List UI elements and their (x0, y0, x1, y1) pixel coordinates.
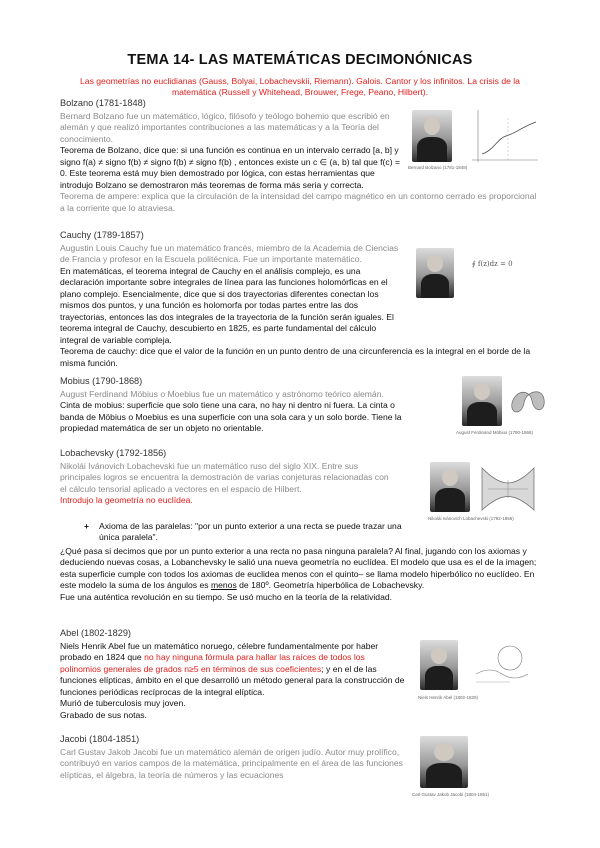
bullet-icon: + (84, 520, 90, 531)
non-euclidean-note: Introdujo la geometría no euclídea. (60, 495, 193, 505)
section-heading: Lobachevsky (1792-1856) (60, 448, 167, 458)
bolzano-function-graph (468, 108, 540, 164)
abel-notes: Grabado de sus notas. (60, 709, 147, 720)
section-jacobi (60, 734, 540, 781)
cauchy-formula-image (470, 252, 540, 274)
hyperbolic-surface-image (478, 462, 538, 516)
lobachevsky-portrait (430, 462, 470, 512)
jacobi-bio: Carl Gustav Jakob Jacobi fue un matemático alemán de origen judío. Autor muy prolífico, contribuyó en varios campos de la matemática, principalmente en el área de las funciones elípticas, el álgebra, la teoría de números y las ecuaciones (60, 746, 403, 780)
intro-text: Las geometrías no euclidianas (Gauss, Bolyai, Lobachevskii, Riemann). Galois. Cantor y los infinitos. La crisis de la matemática (Russell y Whitehead, Brouwer, Frege, Peano, Hilbert). (80, 76, 520, 97)
ampere-theorem: Teorema de ampere: explica que la circulación de la intensidad del campo magnético en un contorno cerrado es proporcional a la corriente que lo atraviesa. (60, 191, 537, 213)
section-heading: Cauchy (1789-1857) (60, 230, 144, 240)
section-heading: Mobius (1790-1868) (60, 376, 143, 386)
mobius-portrait (462, 376, 502, 426)
hyperbolic-geometry-text: ¿Qué pasa si decimos que por un punto exterior a una recta no pasa ninguna paralela? Al final, jugando con los axiomas y deduciendo nuevas cosas, a Lobanchevsky le salió una nueva geometría no euclídea. El modelo que usa es el de la imagen; esta superficie cumple con todos los axiomas de euclidea menos con el quinto– se llama modelo hiperbólico no euclídeo. En este modelo la suma de los ángulos es menos de 180º. Geometría hiperbólica de Lobachevsky. (60, 545, 537, 590)
section-heading: Bolzano (1781-1848) (60, 98, 146, 108)
bolzano-portrait (412, 110, 452, 162)
abel-caption: Niels Henrik Abel (1802-1829) (418, 695, 479, 700)
page-title: TEMA 14- LAS MATEMÁTICAS DECIMONÓNICAS (127, 52, 473, 68)
jacobi-portrait (420, 736, 468, 788)
underlined-word: menos (210, 580, 237, 590)
bolzano-theorem: Teorema de Bolzano, dice que: si una función es continua en un intervalo cerrado [a, b] y signo f(a) ≠ signo f(b) ≠ signo f(b) ≠ signo f(b) , entonces existe un c ∈ (a, b) tal que f(c) = 0. Este teorema está muy bien demostrado por lógica, con estas herramientas que introdujo Bolzano se demostraron más teoremas de forma más seria y correcta. (60, 145, 400, 190)
cauchy-bio: Augustin Louis Cauchy fue un matemático francés, miembro de la Academia de Ciencias de Francia y profesor en la Escuela politécnica. Fue un importante matemático. (60, 242, 399, 264)
mobius-strip-image (508, 385, 548, 419)
lobachevsky-caption: Nikolái Ivánovich Lobachevski (1792-1856) (428, 516, 514, 521)
mobius-bio: August Ferdinand Möbius o Moebius fue un matemático y astrónomo teórico alemán. (60, 388, 384, 399)
mobius-caption: August Ferdinand Möbius (1790-1868) (456, 430, 534, 435)
bolzano-caption: Bernard Bolzano (1781-1848) (408, 165, 468, 170)
cauchy-integral-text: En matemáticas, el teorema integral de Cauchy en el análisis complejo, es una declaración importante sobre integrales de línea para las funciones holomórficas en el plano complejo. Esencialmente, dice que si dos trayectorias diferentes conectan los mismos dos puntos, y una función es holomorfa por todas partes entre las dos trayectorias, entonces las dos integrales de la trayectoria de la función serán iguales. El teorema integral de Cauchy, descubierto en 1825, es parte fundamental del cálculo integral de variable compleja. (60, 265, 394, 345)
cauchy-portrait (416, 248, 454, 298)
jacobi-caption: Carl Gustav Jakob Jacobi (1804-1851) (412, 792, 490, 797)
parallel-axiom-text: Axioma de las paralelas: "por un punto exterior a una recta se puede trazar una única paralela". (99, 520, 402, 542)
cauchy-theorem: Teorema de cauchy: dice que el valor de la función en un punto dentro de una circunferencia es la integral en el borde de la misma función. (60, 346, 531, 368)
parallel-axiom-bullet (84, 521, 414, 544)
bolzano-bio: Bernard Bolzano fue un matemático, lógico, filósofo y teólogo bohemio que escribió en alemán y que realizó importantes contribuciones a las matemáticas y a la Teoría del conocimiento. (60, 110, 390, 144)
abel-red-text: no hay ninguna fórmula para hallar las raíces de todos los polinomios generales de grados n≥5 en términos de sus coeficientes (60, 652, 365, 674)
abel-portrait (420, 640, 458, 690)
section-cauchy (60, 230, 540, 369)
section-abel (60, 628, 540, 721)
revolution-text: Fue una auténtica revolución en su tiempo. Se usó mucho en la teoría de la relatividad. (60, 591, 393, 602)
mobius-strip-text: Cinta de mobius: superficie que solo tiene una cara, no hay ni dentro ni fuera. La cinta o banda de Möbius o Moebius es una superficie con una sola cara y un solo borde. Tiene la propiedad matemática de ser un objeto no orientable. (60, 400, 402, 433)
abel-notes-image (470, 640, 534, 688)
abel-death: Murió de tuberculosis muy joven. (60, 698, 186, 708)
lobachevsky-bio: Nikolái Ivánovich Lobachevski fue un matemático ruso del siglo XIX. Entre sus principales logros se encuentra la demostración de varias conjeturas relacionadas con el cálculo tensorial aplicado a vectores en el espacio de Hilbert. (60, 460, 389, 494)
section-heading: Abel (1802-1829) (60, 628, 131, 638)
section-heading: Jacobi (1804-1851) (60, 734, 140, 744)
abel-bio: Niels Henrik Abel fue un matemático noruego, célebre fundamentalmente por haber probado en 1824 que no hay ninguna fórmula para hallar las raíces de todos los polinomios generales de grados n≥5 en términos de sus coeficientes; y en el de las funciones elípticas, ámbito en el que desarrolló un método general para la construcción de funciones periódicas recíprocas de la integral elíptica. (60, 640, 405, 697)
svg-text:∮ f(z)dz = 0: ∮ f(z)dz = 0 (472, 260, 513, 268)
